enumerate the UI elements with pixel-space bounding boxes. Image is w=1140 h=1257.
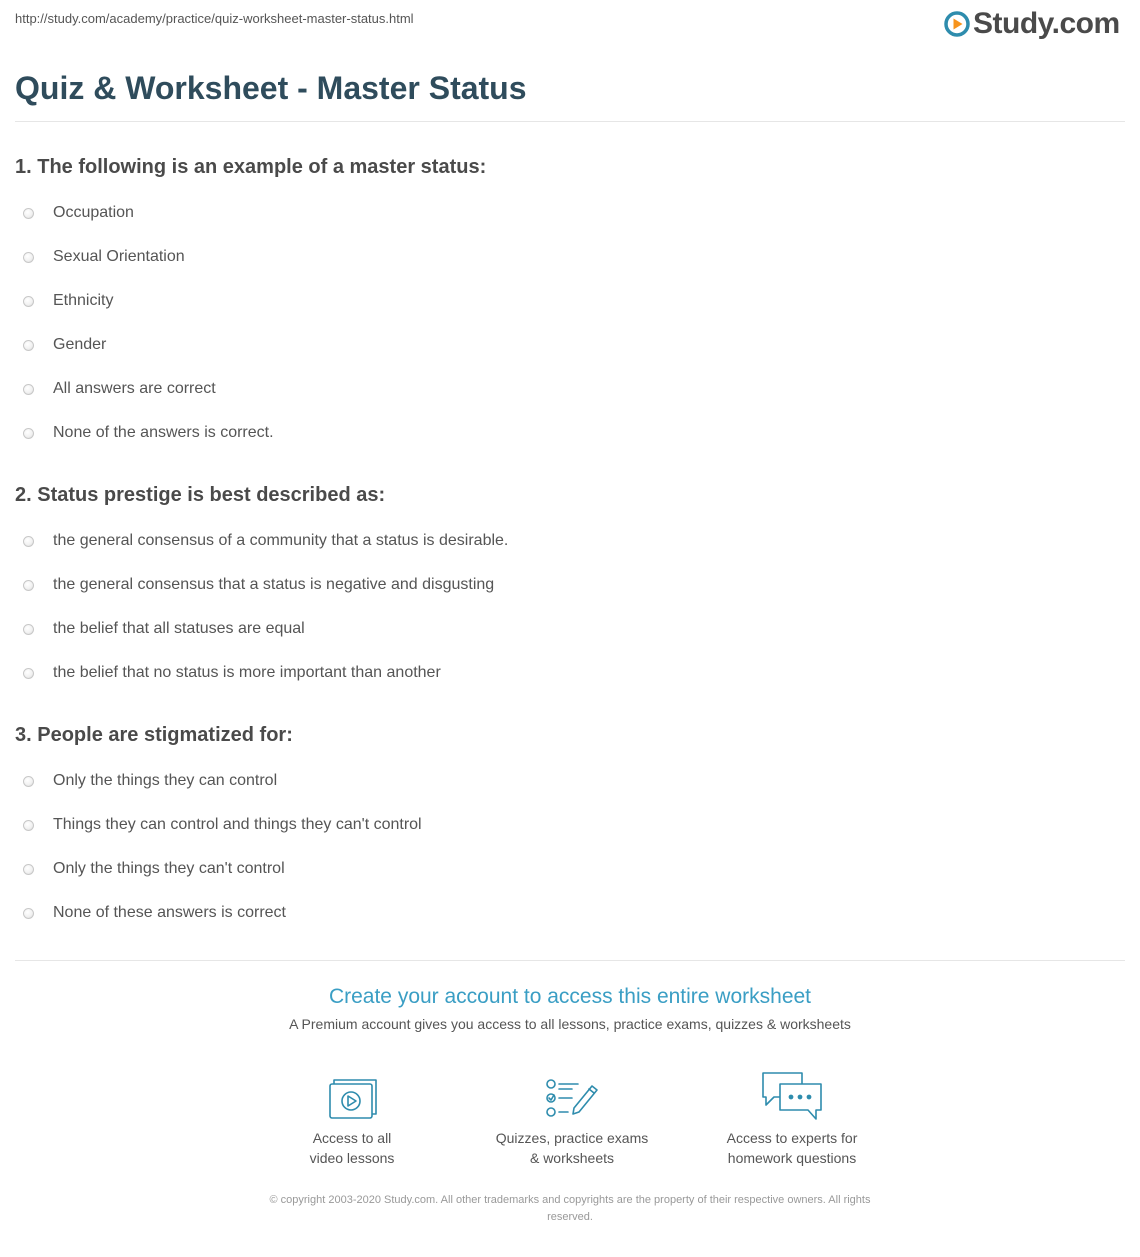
title-divider [15,121,1125,122]
premium-promo [0,980,1140,1034]
answer-option[interactable] [15,847,1115,891]
radio-button[interactable] [23,776,34,787]
radio-button[interactable] [23,864,34,875]
radio-button[interactable] [23,908,34,919]
question-2 [15,481,1115,695]
page-title: Quiz & Worksheet - Master Status [15,70,527,106]
promo-divider [15,960,1125,961]
feature-experts [702,1064,882,1168]
question-1 [15,153,1115,455]
answer-option[interactable] [15,651,1115,695]
option-label: the belief that all statuses are equal [53,620,305,637]
page-url: http://study.com/academy/practice/quiz-worksheet-master-status.html [15,11,414,26]
option-label: Only the things they can control [53,772,278,789]
chat-bubbles-icon [760,1070,824,1122]
option-label: None of the answers is correct. [53,424,274,441]
feature-label-line2: & worksheets [529,1150,615,1166]
answer-option[interactable] [15,759,1115,803]
option-label: Sexual Orientation [53,248,185,265]
logo-text: Study.com [973,7,1120,40]
feature-list [262,1064,882,1168]
answer-option[interactable] [15,323,1115,367]
radio-button[interactable] [23,384,34,395]
feature-label-line1: Access to all [312,1130,392,1146]
option-label: Things they can control and things they can't control [53,816,422,833]
option-label: Gender [53,336,107,353]
quiz-checklist-icon [544,1076,600,1122]
feature-label-line1: Access to experts for [726,1130,858,1146]
option-label: the general consensus that a status is negative and disgusting [53,576,495,593]
question-title: 3. People are stigmatized for: [15,724,293,746]
option-label: None of these answers is correct [53,904,286,921]
answer-option[interactable] [15,519,1115,563]
radio-button[interactable] [23,208,34,219]
option-label: Occupation [53,204,134,221]
answer-option[interactable] [15,367,1115,411]
feature-video-lessons [262,1064,442,1168]
question-title: 1. The following is an example of a master status: [15,156,487,178]
option-label: Ethnicity [53,292,114,309]
study-logo[interactable] [944,6,1120,42]
feature-label-line2: video lessons [309,1150,395,1166]
answer-option[interactable] [15,235,1115,279]
feature-label-line2: homework questions [727,1150,857,1166]
question-title: 2. Status prestige is best described as: [15,484,386,506]
radio-button[interactable] [23,536,34,547]
radio-button[interactable] [23,580,34,591]
promo-subtitle: A Premium account gives you access to all lessons, practice exams, quizzes & worksheets [289,1016,851,1032]
answer-option[interactable] [15,191,1115,235]
option-label: All answers are correct [53,380,216,397]
radio-button[interactable] [23,820,34,831]
play-circle-icon [944,11,970,37]
option-label: Only the things they can't control [53,860,285,877]
option-label: the belief that no status is more important than another [53,664,441,681]
create-account-link[interactable]: Create your account to access this entire worksheet [328,985,812,1008]
answer-option[interactable] [15,803,1115,847]
radio-button[interactable] [23,340,34,351]
radio-button[interactable] [23,252,34,263]
radio-button[interactable] [23,668,34,679]
answer-option[interactable] [15,891,1115,935]
copyright-line: reserved. [547,1211,593,1223]
answer-option[interactable] [15,607,1115,651]
radio-button[interactable] [23,296,34,307]
copyright-line: © copyright 2003-2020 Study.com. All other trademarks and copyrights are the property of their respective owners. All rights [269,1194,871,1206]
video-lessons-icon [326,1076,378,1122]
radio-button[interactable] [23,428,34,439]
answer-option[interactable] [15,411,1115,455]
feature-label-line1: Quizzes, practice exams [495,1130,649,1146]
answer-option[interactable] [15,279,1115,323]
feature-quizzes [482,1064,662,1168]
answer-option[interactable] [15,563,1115,607]
radio-button[interactable] [23,624,34,635]
copyright-footer [220,1192,920,1226]
option-label: the general consensus of a community that a status is desirable. [53,532,509,549]
question-3 [15,721,1115,935]
